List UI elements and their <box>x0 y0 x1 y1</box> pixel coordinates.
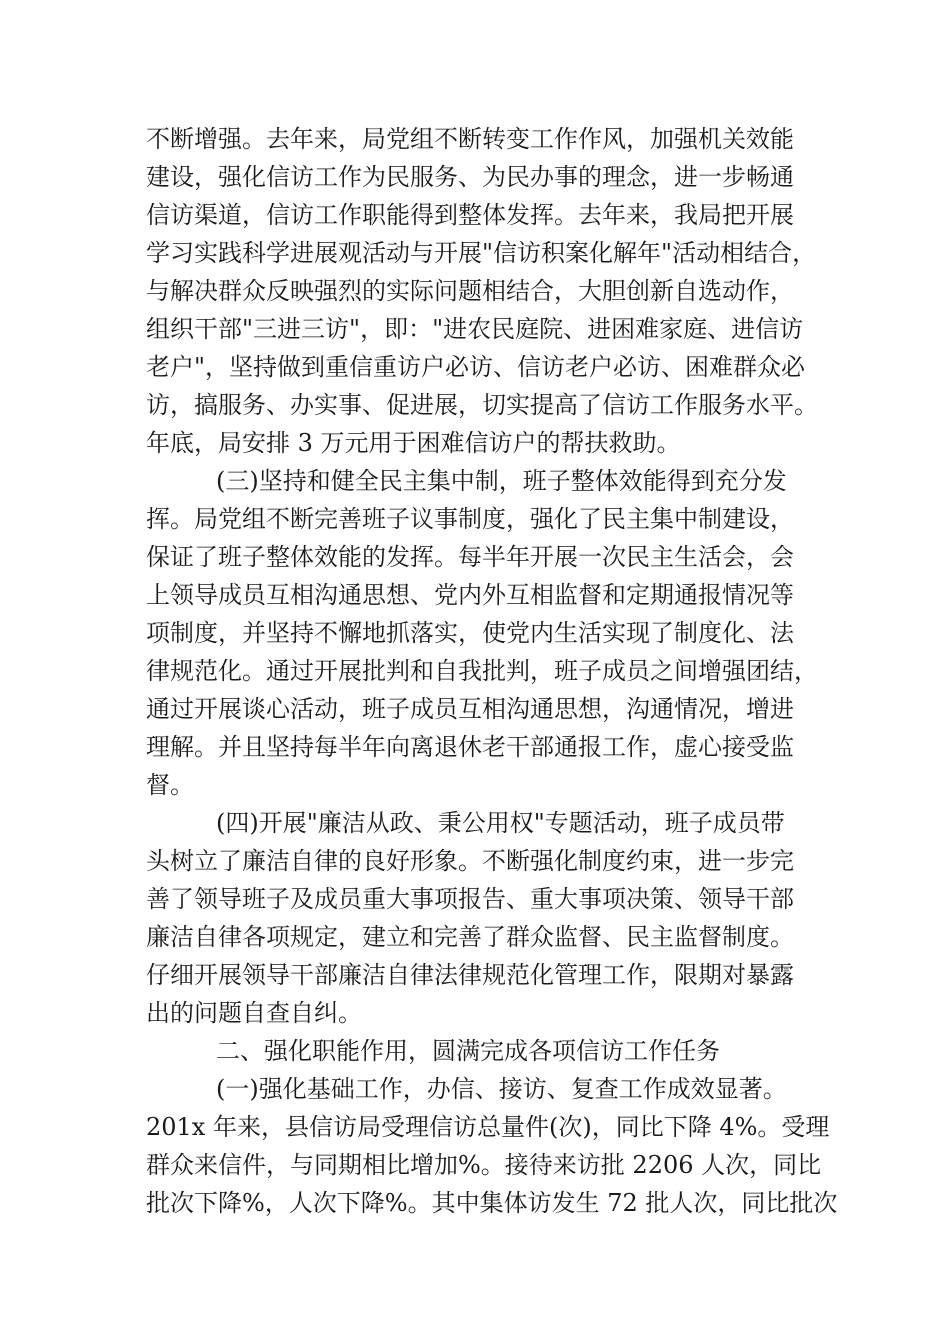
text-line: 批次下降%，人次下降%。其中集体访发生 72 批人次，同比批次 <box>146 1189 838 1217</box>
text-line: 出的问题自查自纠。 <box>146 999 362 1027</box>
text-line: 善了领导班子及成员重大事项报告、重大事项决策、领导干部 <box>146 885 794 913</box>
text-line: 年底，局安排 3 万元用于困难信访户的帮扶救助。 <box>146 429 681 457</box>
section-heading-3: (三)坚持和健全民主集中制，班子整体效能得到充分发 <box>216 467 787 495</box>
text-line: 保证了班子整体效能的发挥。每半年开展一次民主生活会，会 <box>146 543 794 571</box>
text-line: 理解。并且坚持每半年向离退休老干部通报工作，虚心接受监 <box>146 733 794 761</box>
text-line: 上领导成员互相沟通思想、党内外互相监督和定期通报情况等 <box>146 581 794 609</box>
text-line: 201x 年来，县信访局受理信访总量件(次)，同比下降 4%。受理 <box>146 1113 830 1141</box>
text-line: 信访渠道，信访工作职能得到整体发挥。去年来，我局把开展 <box>146 201 794 229</box>
text-line: 学习实践科学进展观活动与开展"信访积案化解年"活动相结合， <box>146 239 817 267</box>
text-line: 与解决群众反映强烈的实际问题相结合，大胆创新自选动作， <box>146 277 794 305</box>
text-line: 群众来信件，与同期相比增加%。接待来访批 2206 人次，同比 <box>146 1151 822 1179</box>
chapter-heading: 二、强化职能作用，圆满完成各项信访工作任务 <box>216 1037 720 1065</box>
text-line: 督。 <box>146 771 194 799</box>
text-line: 项制度，并坚持不懈地抓落实，使党内生活实现了制度化、法 <box>146 619 794 647</box>
text-line: 头树立了廉洁自律的良好形象。不断强化制度约束，进一步完 <box>146 847 794 875</box>
text-line: 组织干部"三进三访"，即："进农民庭院、进困难家庭、进信访 <box>146 315 804 343</box>
text-line: 仔细开展领导干部廉洁自律法律规范化管理工作，限期对暴露 <box>146 961 794 989</box>
text-line: 老户"，坚持做到重信重访户必访、信访老户必访、困难群众必 <box>146 353 806 381</box>
text-line: 不断增强。去年来，局党组不断转变工作作风，加强机关效能 <box>146 125 794 153</box>
text-line: 律规范化。通过开展批判和自我批判，班子成员之间增强团结， <box>146 657 818 685</box>
text-line: 廉洁自律各项规定，建立和完善了群众监督、民主监督制度。 <box>146 923 794 951</box>
section-heading-1: (一)强化基础工作，办信、接访、复查工作成效显著。 <box>216 1075 787 1103</box>
text-line: 建设，强化信访工作为民服务、为民办事的理念，进一步畅通 <box>146 163 794 191</box>
section-heading-4: (四)开展"廉洁从政、秉公用权"专题活动，班子成员带 <box>216 809 785 837</box>
text-line: 通过开展谈心活动，班子成员互相沟通思想，沟通情况，增进 <box>146 695 794 723</box>
text-line: 挥。局党组不断完善班子议事制度，强化了民主集中制建设， <box>146 505 794 533</box>
text-line: 访，搞服务、办实事、促进展，切实提高了信访工作服务水平。 <box>146 391 818 419</box>
